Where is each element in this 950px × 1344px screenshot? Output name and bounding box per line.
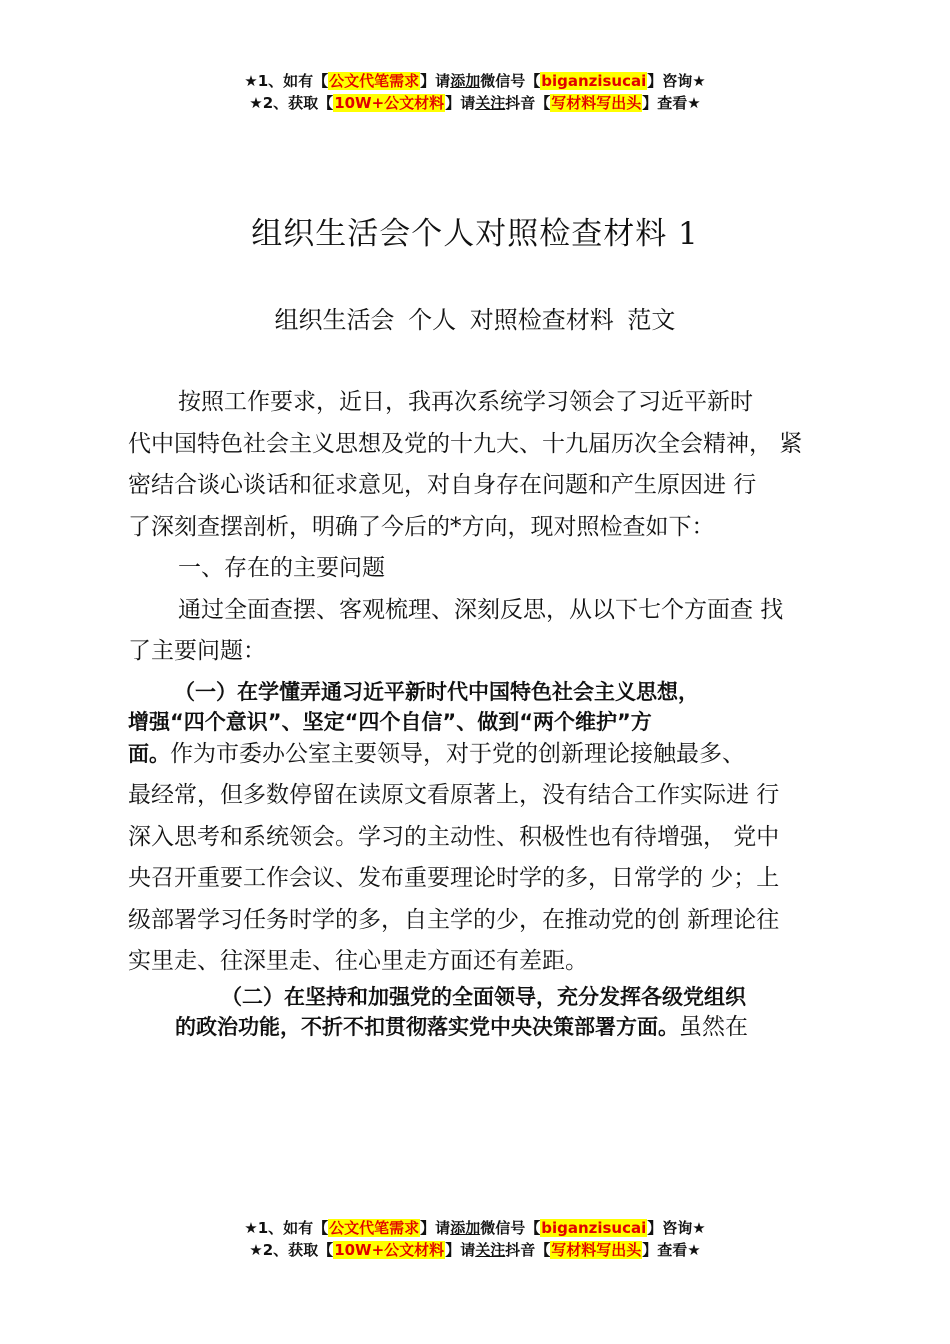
banner-text: 】请: [445, 1241, 476, 1259]
intro-paragraph: [128, 382, 828, 673]
banner-text: 】查看★: [642, 1241, 701, 1259]
banner-highlight: 写材料写出头: [551, 1241, 642, 1259]
banner-highlight: 10W+公文材料: [334, 1241, 445, 1259]
item-1-heading-line: 增强“四个意识”、坚定“四个自信”、做到“两个维护”方: [128, 710, 652, 734]
item-1-body-line: 级部署学习任务时学的多，自主学的少，在推动党的创 新理论往: [128, 906, 780, 933]
banner-text: 微信号【: [480, 72, 541, 90]
banner-text: 】查看★: [642, 94, 701, 112]
banner-text: ★1、如有【: [244, 1219, 329, 1237]
section-heading: 一、存在的主要问题: [178, 555, 385, 581]
banner-underline: 关注: [475, 1241, 506, 1259]
intro-line: 了深刻查摆剖析，明确了今后的*方向，现对照检查如下：: [128, 513, 715, 540]
banner-underline: 添加: [450, 72, 481, 90]
intro-line: 密结合谈心谈话和征求意见，对自身存在问题和产生原因进 行: [128, 472, 757, 498]
banner-line-1: [0, 70, 950, 92]
banner-text: 微信号【: [480, 1219, 541, 1237]
item-1-mixed-line: [128, 737, 828, 771]
banner-text: ★2、获取【: [249, 94, 334, 112]
intro-line: 按照工作要求，近日，我再次系统学习领会了习近平新时: [178, 389, 753, 415]
banner-highlight: biganzisucai: [541, 72, 647, 90]
item-2-heading-end: 的政治功能，不折不扣贯彻落实党中央决策部署方面。: [175, 1015, 679, 1039]
banner-underline: 关注: [475, 94, 506, 112]
banner-highlight: 写材料写出头: [551, 94, 642, 112]
banner-text: 抖音【: [505, 1241, 551, 1259]
banner-text: ★2、获取【: [249, 1241, 334, 1259]
item-1: [128, 677, 828, 983]
item-1-body: [128, 775, 828, 983]
banner-line-2: [0, 1239, 950, 1261]
section-intro-line: 通过全面查摆、客观梳理、深刻反思，从以下七个方面查 找: [178, 596, 784, 623]
item-1-body-line: 最经常，但多数停留在读原文看原著上，没有结合工作实际进 行: [128, 782, 780, 808]
intro-line: 代中国特色社会主义思想及党的十九大、十九届历次全会精神， 紧: [128, 430, 803, 457]
item-1-body-line: 深入思考和系统领会。学习的主动性、积极性也有待增强， 党中: [128, 823, 780, 850]
banner-line-2: [0, 92, 950, 114]
banner-text: 】咨询★: [647, 1219, 706, 1237]
item-1-body-line: 实里走、往深里走、往心里走方面还有差距。: [128, 948, 588, 974]
banner-highlight: 公文代笔需求: [329, 72, 420, 90]
banner-highlight: 10W+公文材料: [334, 94, 445, 112]
top-banner: [0, 70, 950, 114]
banner-text: 】请: [445, 94, 476, 112]
banner-text: 】请: [420, 72, 451, 90]
banner-underline: 添加: [450, 1219, 481, 1237]
document-subtitle: 组织生活会 个人 对照检查材料 范文: [274, 306, 676, 334]
banner-highlight: 公文代笔需求: [329, 1219, 420, 1237]
banner-text: 】咨询★: [647, 72, 706, 90]
item-1-heading-line: （一）在学懂弄通习近平新时代中国特色社会主义思想，: [174, 680, 699, 704]
banner-text: 抖音【: [505, 94, 551, 112]
item-2-body-start: 虽然在: [679, 1014, 748, 1040]
section-intro-line: 了主要问题：: [128, 638, 266, 664]
banner-text: ★1、如有【: [244, 72, 329, 90]
bottom-banner: [0, 1217, 950, 1261]
item-2-mixed-line: [175, 1012, 835, 1042]
item-1-body-start: 作为市委办公室主要领导，对于党的创新理论接触最多、: [170, 741, 745, 767]
banner-text: 】请: [420, 1219, 451, 1237]
item-1-body-line: 央召开重要工作会议、发布重要理论时学的多，日常学的 少；上: [128, 865, 780, 891]
banner-highlight: biganzisucai: [541, 1219, 647, 1237]
item-1-heading-end: 面。: [128, 742, 170, 766]
item-2: [175, 982, 835, 1042]
banner-line-1: [0, 1217, 950, 1239]
document-title: 组织生活会个人对照检查材料 1: [251, 216, 699, 252]
item-2-heading-line: （二）在坚持和加强党的全面领导，充分发挥各级党组织: [221, 985, 746, 1009]
